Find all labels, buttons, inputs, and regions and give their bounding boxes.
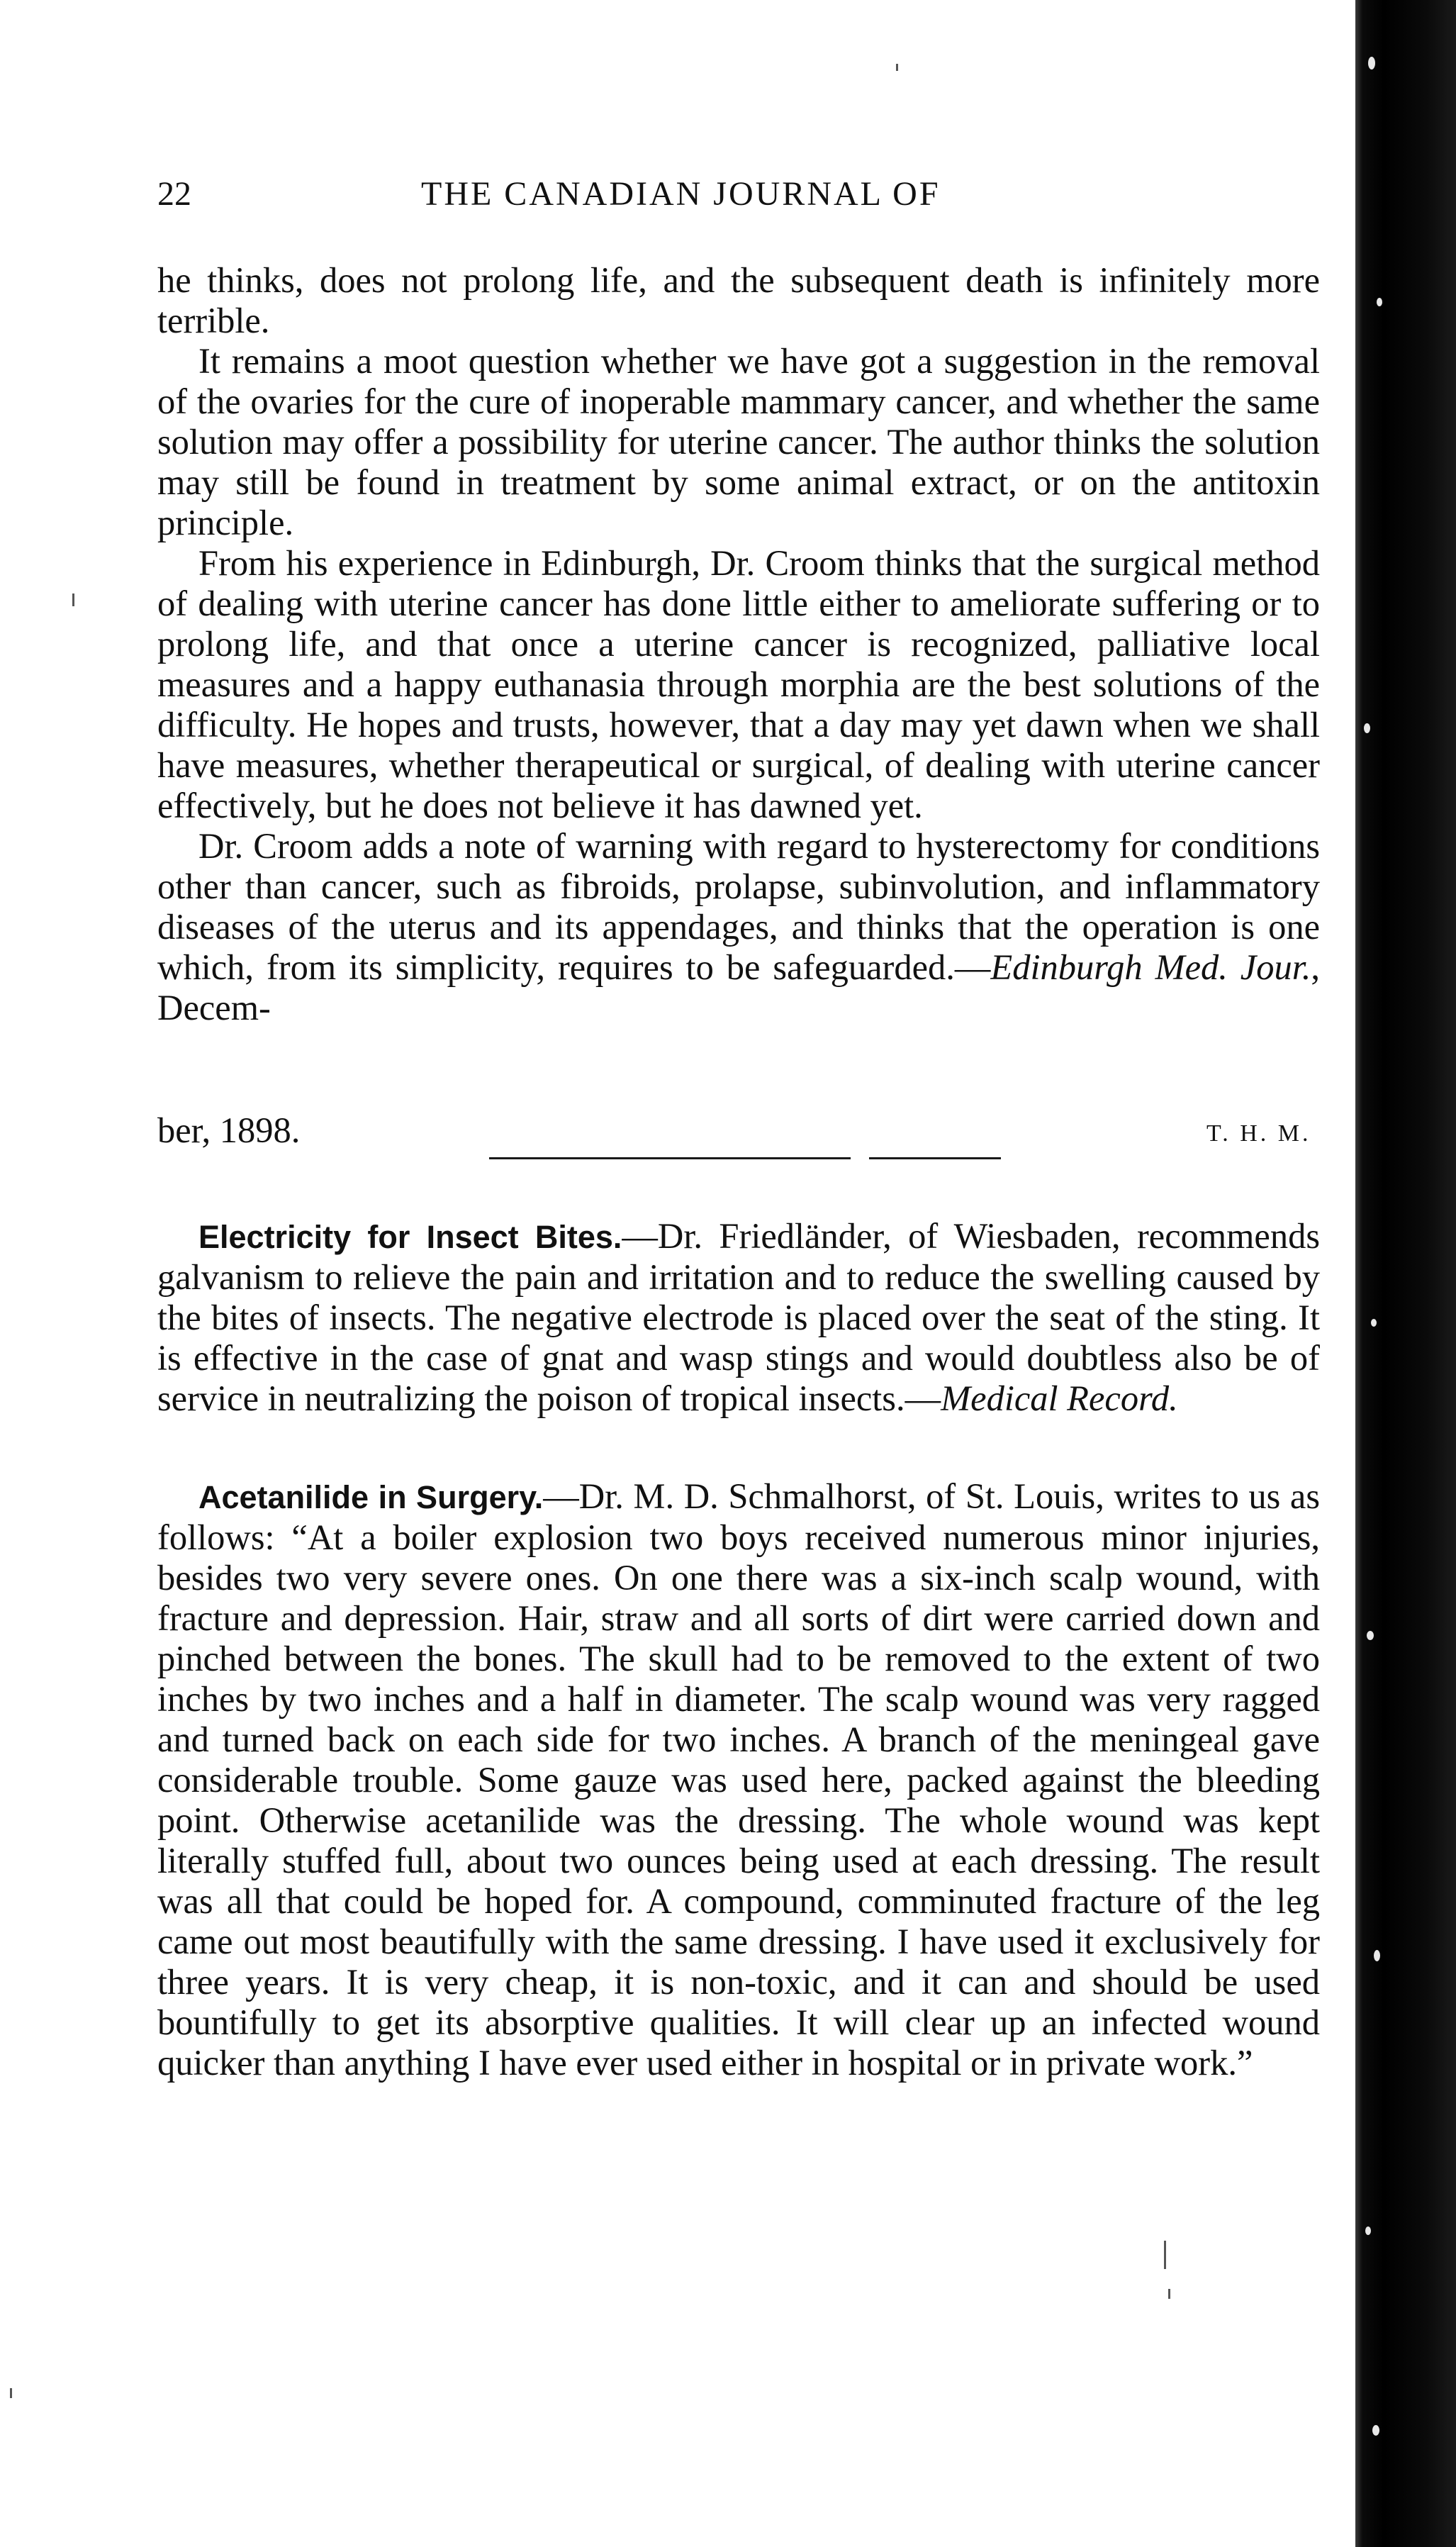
binding-fleck <box>1364 723 1370 733</box>
binding-fleck <box>1371 1319 1377 1327</box>
paragraph <box>157 826 1320 1028</box>
binding-fleck <box>1368 57 1375 69</box>
section-divider-left <box>489 1157 851 1159</box>
section-divider-right <box>869 1157 1001 1159</box>
paragraph <box>157 1476 1320 2083</box>
running-title: THE CANADIAN JOURNAL OF <box>421 175 941 213</box>
citation-source: Medical Record. <box>941 1378 1178 1418</box>
scan-speck <box>72 593 74 606</box>
binding-fleck <box>1365 2226 1371 2235</box>
scan-speck <box>1164 2241 1166 2269</box>
scanned-binding-edge <box>1355 0 1456 2547</box>
page-header <box>157 173 1320 216</box>
paragraph <box>157 1216 1320 1419</box>
page-number: 22 <box>157 175 191 213</box>
paragraph-text: —Dr. Friedländer, of Wiesbaden, recommends galvanism to relieve the pain and irritation and to reduce the swelling caused by the bites of insects. The negative electrode is placed over the seat of the sting. It is effective in the case of gnat and wasp stings and would doubtless also be of service in neutralizing the poison of tropical insects.— <box>157 1216 1321 1418</box>
binding-fleck <box>1374 1950 1380 1961</box>
paragraph-text: Dr. Croom adds a note of warning with regard to hysterectomy for conditions other than cancer, such as fibroids, prolapse, subinvolution, and inflammatory diseases of the uterus and its appendages, and thinks that the operation is one which, from its simplicity, requires to be safeguarded.— <box>157 826 1320 987</box>
article-heading: Electricity for Insect Bites. <box>198 1219 622 1255</box>
citation-date-start: , Decem- <box>157 947 1321 1027</box>
continuation-paragraph: he thinks, does not prolong life, and the subsequent death is infinitely more terrible. <box>157 260 1320 340</box>
citation-source: Edinburgh Med. Jour. <box>990 947 1311 987</box>
citation-date-end: ber, 1898. <box>157 1110 301 1150</box>
author-initials: T. H. M. <box>1206 1120 1311 1147</box>
binding-fleck <box>1367 1631 1374 1640</box>
scan-speck <box>1168 2289 1170 2299</box>
binding-fleck <box>1377 298 1382 306</box>
scan-speck <box>896 64 898 71</box>
article-three-body <box>157 1476 1320 2083</box>
paragraph: It remains a moot question whether we have got a suggestion in the removal of the ovaries for the cure of inoperable mammary cancer, and whether the same solution may offer a possibility for uterine cancer. The author thinks the solution may still be found in treatment by some animal extract, or on the antitoxin principle. <box>157 341 1320 542</box>
paragraph-text: —Dr. M. D. Schmalhorst, of St. Louis, writes to us as follows: “At a boiler explosion two boys received numerous minor injuries, besides two very severe ones. On one there was a six-inch scalp wound, with fracture and depression. Hair, straw and all sorts of dirt were carried down and pinched between the bones. The skull had to be removed to the extent of two inches by two inches and a half in diameter. The scalp wound was very ragged and turned back on each side for two inches. A branch of the meningeal gave considerable trouble. Some gauze was used here, packed against the bleeding point. Otherwise acetanilide was the dressing. The whole wound was kept literally stuffed full, about two ounces being used at each dressing. The result was all that could be hoped for. A compound, comminuted fracture of the leg came out most beautifully with the same dressing. I have used it exclusively for three years. It is very cheap, it is non-toxic, and it can and should be used bountifully to get its absorptive qualities. It will clear up an infected wound quicker than anything I have ever used either in hospital or in private work.” <box>157 1476 1320 2083</box>
article-one-signoff <box>157 1110 1320 1151</box>
article-one-body <box>157 260 1320 1028</box>
article-two-body <box>157 1216 1320 1419</box>
binding-fleck <box>1372 2425 1379 2436</box>
article-heading: Acetanilide in Surgery. <box>198 1479 544 1515</box>
paragraph: From his experience in Edinburgh, Dr. Croom thinks that the surgical method of dealing with uterine cancer has done little either to ameliorate suffering or to prolong life, and that once a uterine cancer is recognized, palliative local measures and a happy euthanasia through morphia are the best solutions of the difficulty. He hopes and trusts, however, that a day may yet dawn when we shall have measures, whether therapeutical or surgical, of dealing with uterine cancer effectively, but he does not believe it has dawned yet. <box>157 543 1320 825</box>
scan-speck <box>10 2388 12 2398</box>
